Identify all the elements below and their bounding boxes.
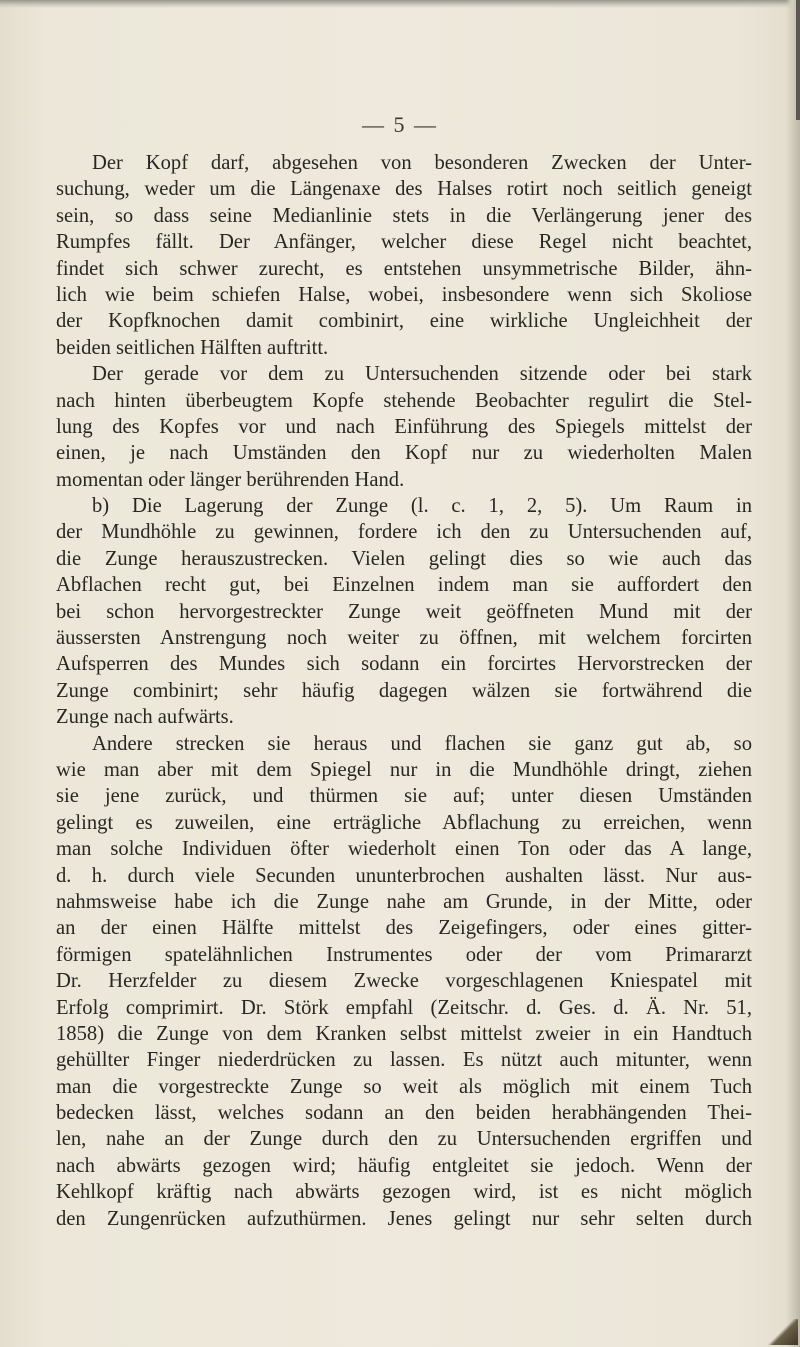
text-line: Aufsperren des Mundes sich sodann ein forcirtes Hervorstrecken der <box>56 653 752 676</box>
text-line: der Mundhöhle zu gewinnen, fordere ich den zu Untersuchenden auf, <box>56 521 752 544</box>
text-line: Zunge combinirt; sehr häufig dagegen wälzen sie fortwährend die <box>56 679 752 702</box>
text-line: an der einen Hälfte mittelst des Zeigefingers, oder eines gitter- <box>56 917 752 940</box>
page-corner-mark <box>768 1319 798 1345</box>
text-line: len, nahe an der Zunge durch den zu Untersuchenden ergriffen und <box>56 1128 752 1151</box>
text-line: Dr. Herzfelder zu diesem Zwecke vorgeschlagenen Kniespatel mit <box>56 970 752 993</box>
text-line: man solche Individuen öfter wiederholt einen Ton oder das A lange, <box>56 838 752 861</box>
text-line: suchung, weder um die Längenaxe des Halses rotirt noch seitlich geneigt <box>56 178 752 201</box>
text-line: Erfolg comprimirt. Dr. Störk empfahl (Zeitschr. d. Ges. d. Ä. Nr. 51, <box>56 996 752 1019</box>
text-line: 1858) die Zunge von dem Kranken selbst mittelst zweier in ein Handtuch <box>56 1022 752 1045</box>
text-line: Rumpfes fällt. Der Anfänger, welcher diese Regel nicht beachtet, <box>56 231 752 254</box>
text-line: lung des Kopfes vor und nach Einführung des Spiegels mittelst der <box>56 415 752 438</box>
text-line: förmigen spatelähnlichen Instrumentes oder der vom Primararzt <box>56 943 752 966</box>
text-line: einen, je nach Umständen den Kopf nur zu wiederholten Malen <box>56 442 752 465</box>
text-line: Der gerade vor dem zu Untersuchenden sitzende oder bei stark <box>92 363 752 386</box>
text-line: gehüllter Finger niederdrücken zu lassen. Es nützt auch mitunter, wenn <box>56 1049 752 1072</box>
text-line: Abflachen recht gut, bei Einzelnen indem man sie auffordert den <box>56 574 752 597</box>
text-line: nach abwärts gezogen wird; häufig entgleitet sie jedoch. Wenn der <box>56 1154 752 1177</box>
text-line: Zunge nach aufwärts. <box>56 706 234 729</box>
text-line: findet sich schwer zurecht, es entstehen unsymmetrische Bilder, ähn- <box>56 257 752 280</box>
text-line: lich wie beim schiefen Halse, wobei, insbesondere wenn sich Skoliose <box>56 283 752 306</box>
page-right-edge-dark <box>796 0 800 120</box>
text-line: nahmsweise habe ich die Zunge nahe am Grunde, in der Mitte, oder <box>56 890 752 913</box>
text-line: gelingt es zuweilen, eine erträgliche Abflachung zu erreichen, wenn <box>56 811 752 834</box>
text-line: sein, so dass seine Medianlinie stets in die Verlängerung jener des <box>56 204 752 227</box>
page-number: — 5 — <box>362 112 438 137</box>
text-line: d. h. durch viele Secunden ununterbrochen aushalten lässt. Nur aus- <box>56 864 752 887</box>
body-text <box>56 150 752 1232</box>
text-line: wie man aber mit dem Spiegel nur in die Mundhöhle dringt, ziehen <box>56 758 752 781</box>
text-line: bei schon hervorgestreckter Zunge weit geöffneten Mund mit der <box>56 600 752 623</box>
text-line: b) Die Lagerung der Zunge (l. c. 1, 2, 5). Um Raum in <box>92 495 752 518</box>
text-line: momentan oder länger berührenden Hand. <box>56 468 405 491</box>
page-right-edge-shadow <box>786 0 800 1347</box>
text-line: man die vorgestreckte Zunge so weit als möglich mit einem Tuch <box>56 1075 752 1098</box>
text-line: der Kopfknochen damit combinirt, eine wirkliche Ungleichheit der <box>56 310 752 333</box>
text-line: die Zunge herauszustrecken. Vielen gelingt dies so wie auch das <box>56 547 752 570</box>
text-line: bedecken lässt, welches sodann an den beiden herabhängenden Thei- <box>56 1102 752 1125</box>
text-line: den Zungenrücken aufzuthürmen. Jenes gelingt nur sehr selten durch <box>56 1207 752 1230</box>
text-line: Der Kopf darf, abgesehen von besonderen Zwecken der Unter- <box>92 152 752 174</box>
text-line: sie jene zurück, und thürmen sie auf; unter diesen Umständen <box>56 785 752 808</box>
text-line: beiden seitlichen Hälften auftritt. <box>56 336 329 359</box>
text-line: Kehlkopf kräftig nach abwärts gezogen wird, ist es nicht möglich <box>56 1181 752 1204</box>
text-line: nach hinten überbeugtem Kopfe stehende Beobachter regulirt die Stel- <box>56 389 752 412</box>
text-line: äussersten Anstrengung noch weiter zu öffnen, mit welchem forcirten <box>56 627 752 650</box>
text-line: Andere strecken sie heraus und flachen sie ganz gut ab, so <box>92 732 752 755</box>
page-top-edge-shadow <box>0 0 800 8</box>
